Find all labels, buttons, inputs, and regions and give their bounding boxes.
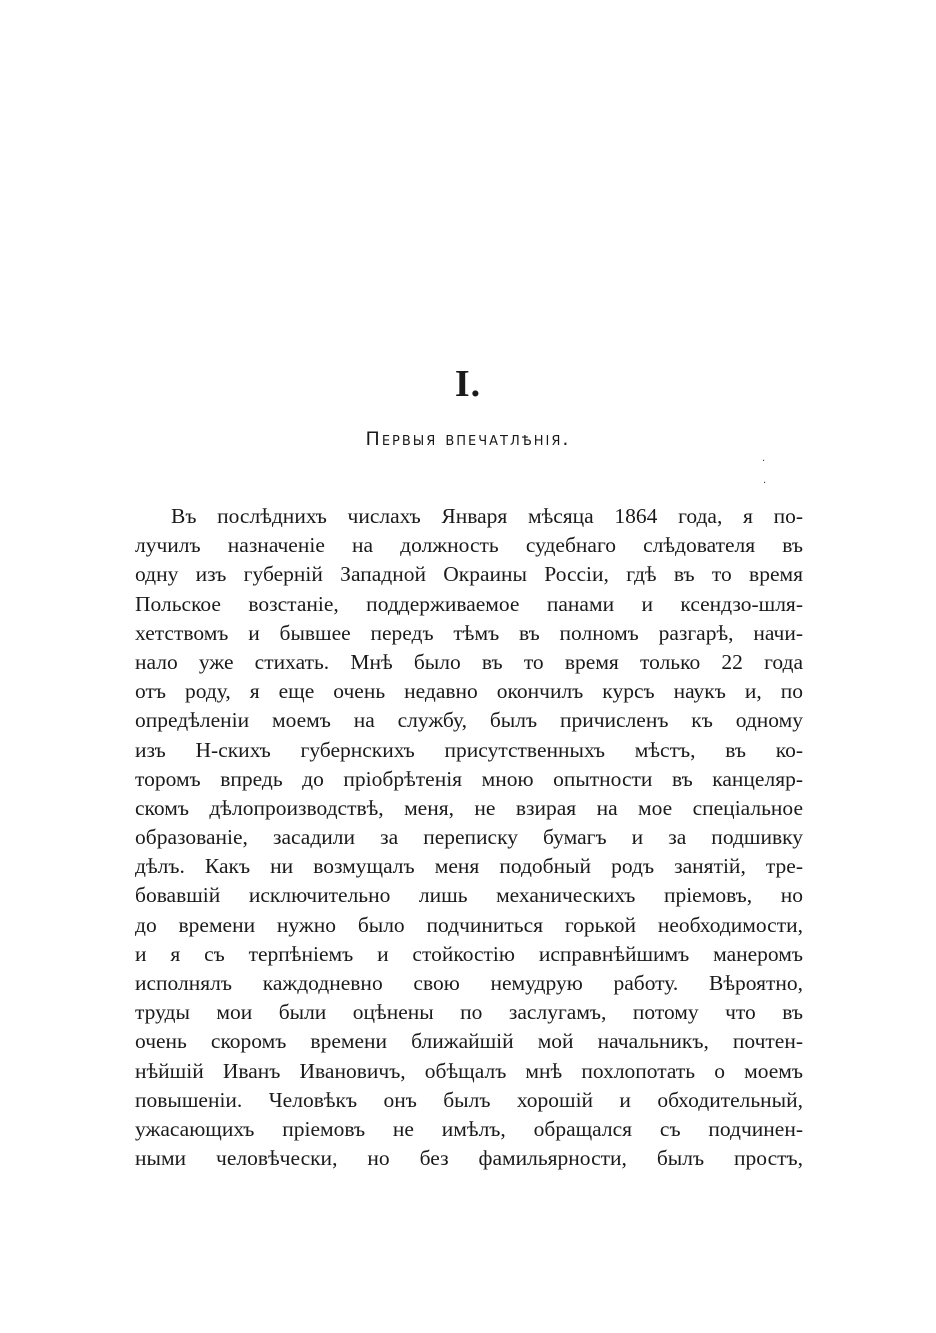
text-line: скомъ дѣлопроизводствѣ, меня, не взирая на мое спеціальное (135, 795, 803, 820)
text-line: опредѣленіи моемъ на службу, былъ причисленъ къ одному (135, 708, 803, 733)
text-line: очень скоромъ времени ближайшій мой начальникъ, почтен- (135, 1029, 803, 1054)
text-line: и я съ терпѣніемъ и стойкостію исправнѣйшимъ манеромъ (135, 941, 803, 966)
text-line: Въ послѣднихъ числахъ Января мѣсяца 1864 года, я по- (171, 504, 803, 528)
text-line: изъ Н-скихъ губернскихъ присутственныхъ мѣстъ, въ ко- (135, 737, 803, 762)
text-line: до времени нужно было подчиниться горькой необходимости, (135, 912, 803, 937)
text-line: дѣлъ. Какъ ни возмущалъ меня подобный родъ занятій, тре- (135, 854, 803, 879)
text-line: торомъ впредь до пріобрѣтенія мною опытности въ канцеляр- (135, 766, 803, 791)
text-line: нѣйшій Иванъ Ивановичъ, обѣщалъ мнѣ похлопотать о моемъ (135, 1058, 803, 1083)
chapter-number: I. (454, 363, 482, 405)
chapter-body-text (135, 502, 803, 1173)
stray-dot: · (762, 456, 766, 467)
text-line: бовавшій исключительно лишь механическихъ пріемовъ, но (135, 883, 803, 908)
text-line: ными человѣчески, но без фамильярности, былъ простъ, (135, 1146, 803, 1171)
text-line: труды мои были оцѣнены по заслугамъ, потому что въ (135, 1000, 803, 1025)
text-line: одну изъ губерній Западной Окраины Россіи, гдѣ въ то время (135, 562, 803, 587)
text-line: Польское возстаніе, поддерживаемое панами и ксендзо-шля- (135, 591, 803, 616)
text-line: повышеніи. Человѣкъ онъ былъ хорошій и обходительный, (135, 1087, 803, 1112)
text-line: образованіе, засадили за переписку бумагъ и за подшивку (135, 825, 803, 850)
text-line: ужасающихъ пріемовъ не имѣлъ, обращался съ подчинен- (135, 1116, 803, 1141)
text-line: хетствомъ и бывшее передъ тѣмъ въ полномъ разгарѣ, начи- (135, 620, 803, 645)
stray-dot: · (763, 478, 767, 489)
text-line: лучилъ назначеніе на должность судебнаго слѣдователя въ (135, 533, 803, 558)
text-line: нало уже стихать. Мнѣ было въ то время только 22 года (135, 649, 803, 674)
text-line: отъ роду, я еще очень недавно окончилъ курсъ наукъ и, по (135, 679, 803, 704)
chapter-title: Первыя впечатлѣнія. (365, 428, 571, 450)
text-line: исполнялъ каждодневно свою немудрую работу. Вѣроятно, (135, 971, 803, 995)
